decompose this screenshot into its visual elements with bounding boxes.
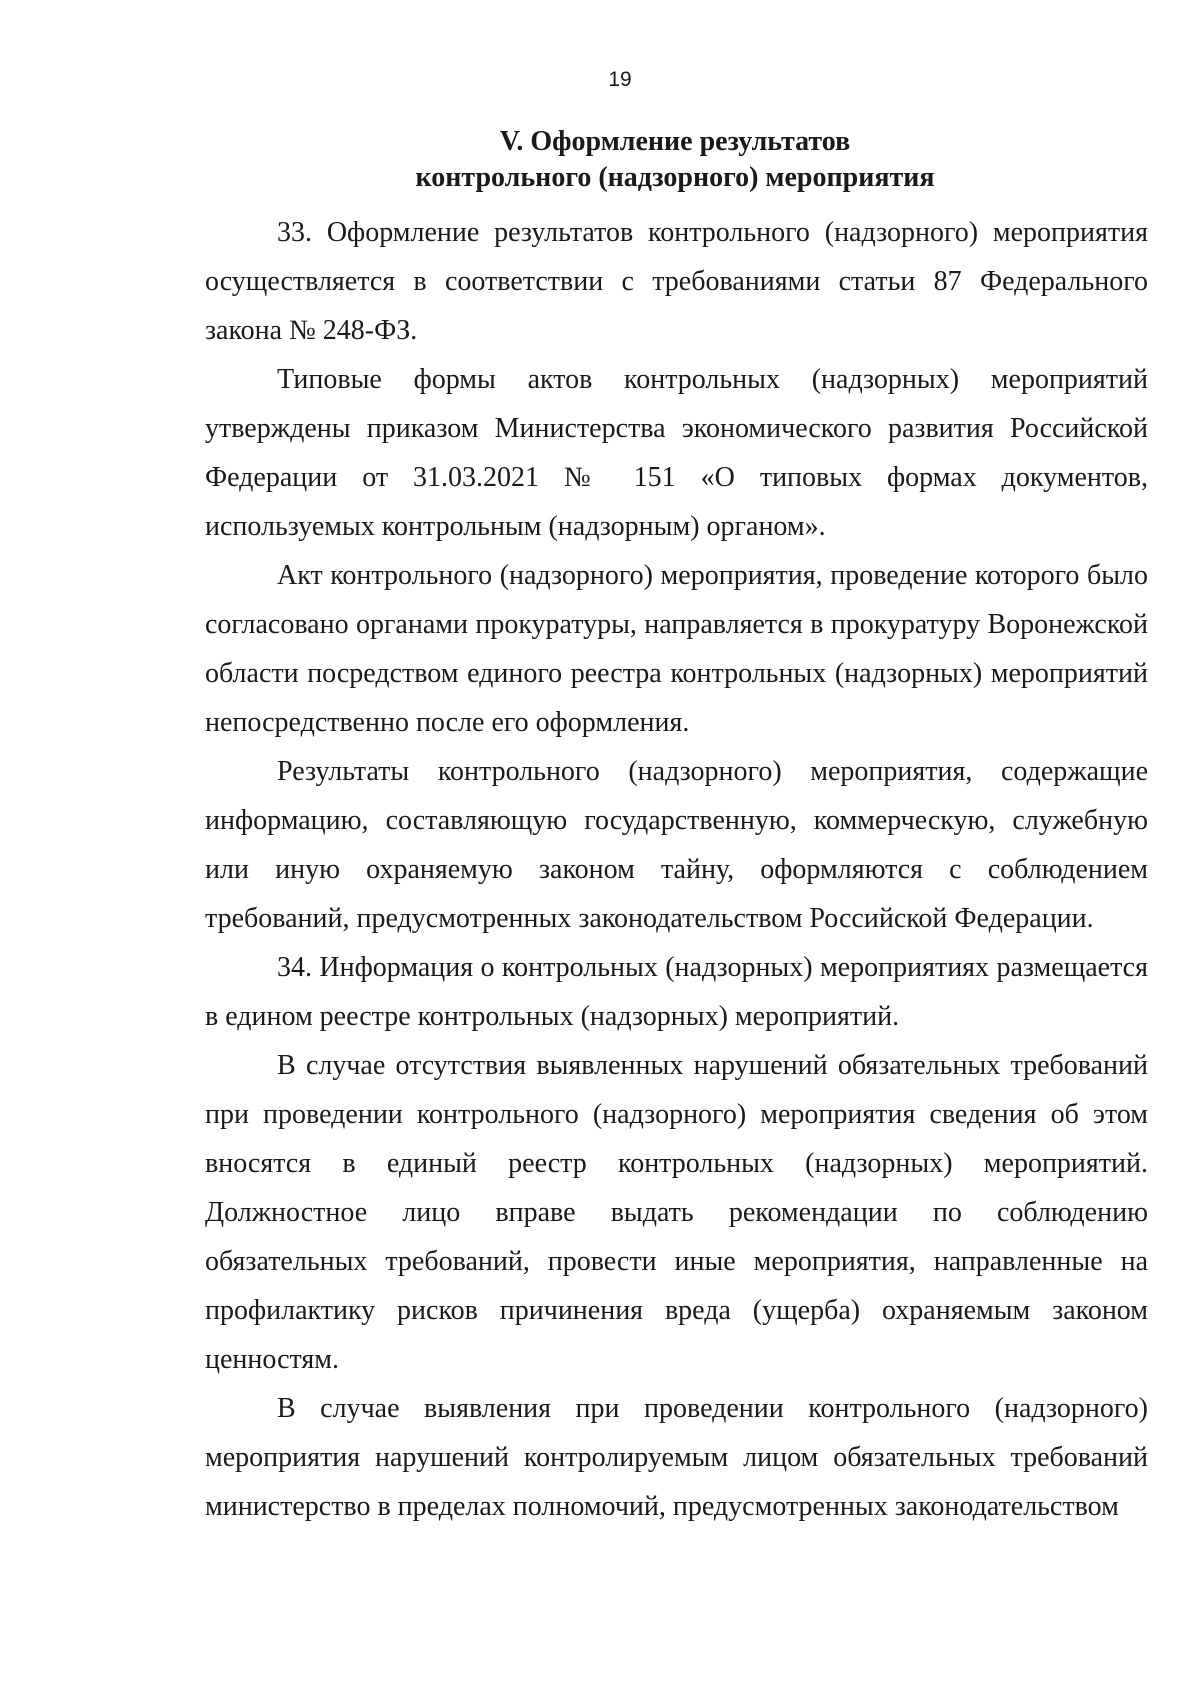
- page-number: 19: [608, 68, 632, 91]
- section-title-line-1: V. Оформление результатов: [499, 126, 851, 157]
- paragraph-act-prosecutor: Акт контрольного (надзорного) мероприятия, проведение которого было согласовано органами прокуратуры, направляется в прокуратуру Воронежской области посредством единого реестра контрольных (надзорных) мероприятий непосредственно после его оформления.: [205, 560, 1148, 738]
- paragraph-no-violations: В случае отсутствия выявленных нарушений обязательных требований при проведении контрольного (надзорного) мероприятия сведения об этом вносятся в единый реестр контрольных (надзорных) мероприятий. Должностное лицо вправе выдать рекомендации по соблюдению обязательных требований, провести иные мероприятия, направленные на профилактику рисков причинения вреда (ущерба) охраняемым законом ценностям.: [205, 1050, 1148, 1375]
- paragraph-secret-results: Результаты контрольного (надзорного) мероприятия, содержащие информацию, составляющую государственную, коммерческую, служебную или иную охраняемую законом тайну, оформляются с соблюдением требований, предусмотренных законодательством Российской Федерации.: [205, 756, 1148, 934]
- section-title-line-2: контрольного (надзорного) мероприятия: [415, 162, 935, 193]
- section-title: [205, 124, 1145, 196]
- paragraph-33: 33. Оформление результатов контрольного (надзорного) мероприятия осуществляется в соответствии с требованиями статьи 87 Федерального закона № 248-ФЗ.: [205, 217, 1148, 346]
- paragraph-typical-forms: Типовые формы актов контрольных (надзорных) мероприятий утверждены приказом Министерства экономического развития Российской Федерации от 31.03.2021 № 151 «О типовых формах документов, используемых контрольным (надзорным) органом».: [205, 364, 1148, 542]
- paragraph-violations-found: В случае выявления при проведении контрольного (надзорного) мероприятия нарушений контролируемым лицом обязательных требований министерство в пределах полномочий, предусмотренных законодательством: [205, 1393, 1148, 1522]
- paragraph-34: 34. Информация о контрольных (надзорных) мероприятиях размещается в едином реестре контрольных (надзорных) мероприятий.: [205, 952, 1148, 1032]
- document-body: [205, 208, 1148, 1531]
